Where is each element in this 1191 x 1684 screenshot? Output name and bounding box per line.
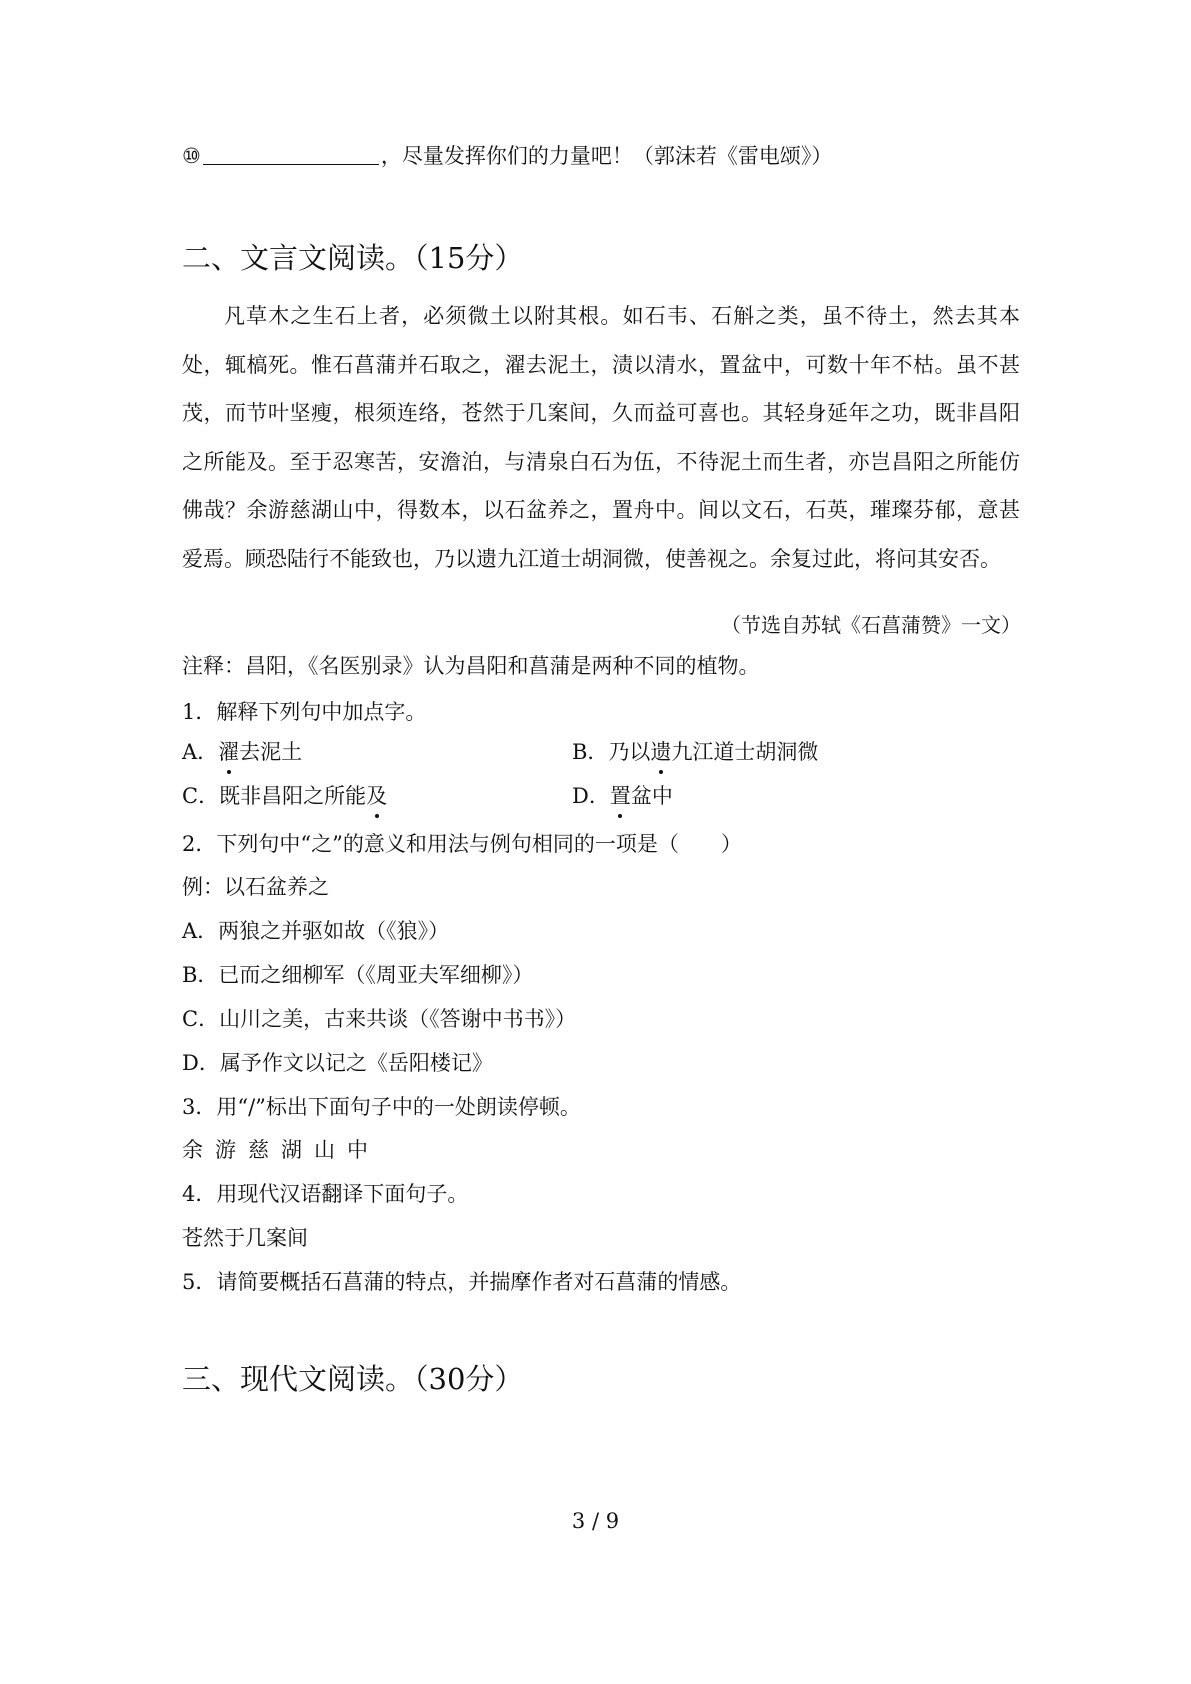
question-2-stem: 2．下列句中“之”的意义和用法与例句相同的一项是（ ） xyxy=(182,832,742,856)
item-marker: ⑩ xyxy=(182,144,201,168)
option-text: 乃以 xyxy=(608,740,651,764)
question-1-option-c xyxy=(182,781,387,811)
section-heading-modern-reading: 三、现代文阅读。（30分） xyxy=(182,1362,524,1396)
question-5-stem: 5．请简要概括石菖蒲的特点，并揣摩作者对石菖蒲的情感。 xyxy=(182,1270,742,1294)
passage-note: 注释：昌阳，《名医别录》认为昌阳和菖蒲是两种不同的植物。 xyxy=(182,654,760,678)
fill-in-item-10 xyxy=(182,141,832,171)
question-3-stem: 3．用“/”标出下面句子中的一处朗读停顿。 xyxy=(182,1095,581,1119)
answer-blank[interactable] xyxy=(203,142,379,165)
passage-source: （节选自苏轼《石菖蒲赞》一文） xyxy=(721,613,1021,637)
option-text: 盆中 xyxy=(630,784,673,808)
dotted-char: 遗 xyxy=(650,737,671,767)
question-2-option-c: C．山川之美，古来共谈（《答谢中书书》） xyxy=(182,1007,577,1031)
option-label: A． xyxy=(182,740,219,764)
question-1-stem: 1．解释下列句中加点字。 xyxy=(182,700,427,724)
dotted-char: 及 xyxy=(366,781,387,811)
option-text: 九江道士胡洞微 xyxy=(671,740,819,764)
dotted-char: 濯 xyxy=(218,737,239,767)
item-text: ，尽量发挥你们的力量吧！（郭沫若《雷电颂》） xyxy=(380,144,833,168)
question-1-option-a xyxy=(182,737,302,767)
option-text: 去泥土 xyxy=(239,740,303,764)
page-number: 3 / 9 xyxy=(571,1509,620,1533)
option-text: 既非昌阳之所能 xyxy=(219,784,367,808)
question-2-option-d: D．属予作文以记之《岳阳楼记》 xyxy=(182,1051,493,1075)
question-4-stem: 4．用现代汉语翻译下面句子。 xyxy=(182,1182,469,1206)
question-4-sentence: 苍然于几案间 xyxy=(182,1226,308,1250)
option-label: B． xyxy=(572,740,609,764)
question-2-option-b: B．已而之细柳军（《周亚夫军细柳》） xyxy=(182,963,534,987)
classical-passage: 凡草木之生石上者，必须微土以附其根。如石韦、石斛之类，虽不待土，然去其本处，辄槁死。惟石菖蒲并石取之，濯去泥土，渍以清水，置盆中，可数十年不枯。虽不甚茂，而节叶坚瘦，根须连络，苍然于几案间，久而益可喜也。其轻身延年之功，既非昌阳之所能及。至于忍寒苦，安澹泊，与清泉白石为伍，不待泥土而生者，亦岂昌阳之所能仿佛哉？余游慈湖山中，得数本，以石盆养之，置舟中。间以文石，石英，璀璨芬郁，意甚爱焉。顾恐陆行不能致也，乃以遗九江道士胡洞微，使善视之。余复过此，将问其安否。 xyxy=(182,304,1020,571)
section-heading-classical-reading: 二、文言文阅读。（15分） xyxy=(182,241,524,275)
option-label: D． xyxy=(572,784,610,808)
option-label: C． xyxy=(182,784,220,808)
dotted-char: 置 xyxy=(610,781,631,811)
question-1-option-b xyxy=(572,737,818,767)
question-2-option-a: A．两狼之并驱如故（《狼》） xyxy=(182,919,450,943)
question-1-option-d xyxy=(572,781,673,811)
question-2-example: 例：以石盆养之 xyxy=(182,875,329,899)
question-3-sentence: 余游慈湖山中 xyxy=(182,1138,380,1162)
